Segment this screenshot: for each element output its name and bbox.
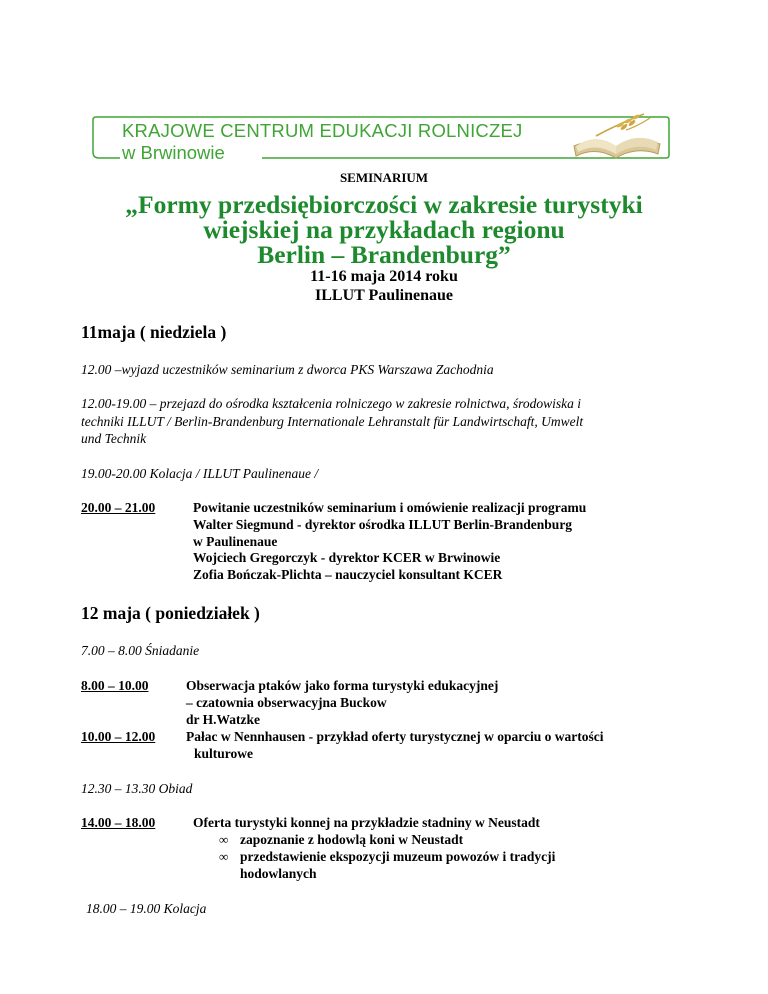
logo-title: KRAJOWE CENTRUM EDUKACJI ROLNICZEJ xyxy=(122,120,523,141)
day2-session2-line: Pałac w Nennhausen - przykład oferty turystycznej w oparciu o wartości xyxy=(186,729,604,744)
seminar-title-line-1: „Formy przedsiębiorczości w zakresie turystyki xyxy=(125,190,643,219)
day2-session2-time: 10.00 – 12.00 xyxy=(81,729,156,744)
day2-session1-line: – czatownia obserwacyjna Buckow xyxy=(186,695,387,710)
day2-session3-time: 14.00 – 18.00 xyxy=(81,815,156,830)
day1-transfer-line-2: techniki ILLUT / Berlin-Brandenburg Internationale Lehranstalt für Landwirtschaft, Umwelt xyxy=(81,414,584,429)
day2-session1-time: 8.00 – 10.00 xyxy=(81,678,149,693)
day1-departure: 12.00 –wyjazd uczestników seminarium z dworca PKS Warszawa Zachodnia xyxy=(81,362,494,377)
day1-session-line: w Paulinenaue xyxy=(193,534,278,549)
day1-transfer-line-3: und Technik xyxy=(81,431,147,446)
day2-session3-line: Oferta turystyki konnej na przykładzie stadniny w Neustadt xyxy=(193,815,540,830)
day2-session3-bullet: przedstawienie ekspozycji muzeum powozów i tradycji xyxy=(240,849,556,864)
day1-transfer-line-1: 12.00-19.00 – przejazd do ośrodka kształcenia rolniczego w zakresie rolnictwa, środowiska i xyxy=(81,396,581,411)
day1-session-line: Wojciech Gregorczyk - dyrektor KCER w Brwinowie xyxy=(193,550,501,565)
seminar-title-line-2: wiejskiej na przykładach regionu xyxy=(203,215,565,244)
day2-heading: 12 maja ( poniedziałek ) xyxy=(81,603,260,623)
seminar-label: SEMINARIUM xyxy=(339,170,429,185)
infinity-bullet-icon: ∞ xyxy=(219,832,229,847)
day1-session-time: 20.00 – 21.00 xyxy=(81,500,156,515)
day2-session1-line: Obserwacja ptaków jako forma turystyki edukacyjnej xyxy=(186,678,499,693)
seminar-title-line-3: Berlin – Brandenburg” xyxy=(257,240,511,269)
day2-session2-line: kulturowe xyxy=(194,746,254,761)
day2-lunch: 12.30 – 13.30 Obiad xyxy=(81,781,193,796)
day2-session1-line: dr H.Watzke xyxy=(186,712,260,727)
seminar-dates: 11-16 maja 2014 roku xyxy=(310,268,458,285)
day1-dinner: 19.00-20.00 Kolacja / ILLUT Paulinenaue / xyxy=(81,466,319,481)
day2-session3-bullet-cont: hodowlanych xyxy=(240,866,317,881)
infinity-bullet-icon: ∞ xyxy=(219,849,229,864)
open-book-wheat-icon xyxy=(566,106,666,160)
day1-heading: 11maja ( niedziela ) xyxy=(81,322,227,342)
day1-session-line: Powitanie uczestników seminarium i omówienie realizacji programu xyxy=(193,500,587,515)
day2-dinner: 18.00 – 19.00 Kolacja xyxy=(86,901,207,916)
seminar-place: ILLUT Paulinenaue xyxy=(315,287,453,304)
day1-session-line: Walter Siegmund - dyrektor ośrodka ILLUT Berlin-Brandenburg xyxy=(193,517,573,532)
logo-subtitle: w Brwinowie xyxy=(122,142,225,163)
day2-breakfast: 7.00 – 8.00 Śniadanie xyxy=(81,643,200,658)
day2-session3-bullet: zapoznanie z hodowlą koni w Neustadt xyxy=(240,832,464,847)
day1-session-line: Zofia Bończak-Plichta – nauczyciel konsultant KCER xyxy=(193,567,503,582)
